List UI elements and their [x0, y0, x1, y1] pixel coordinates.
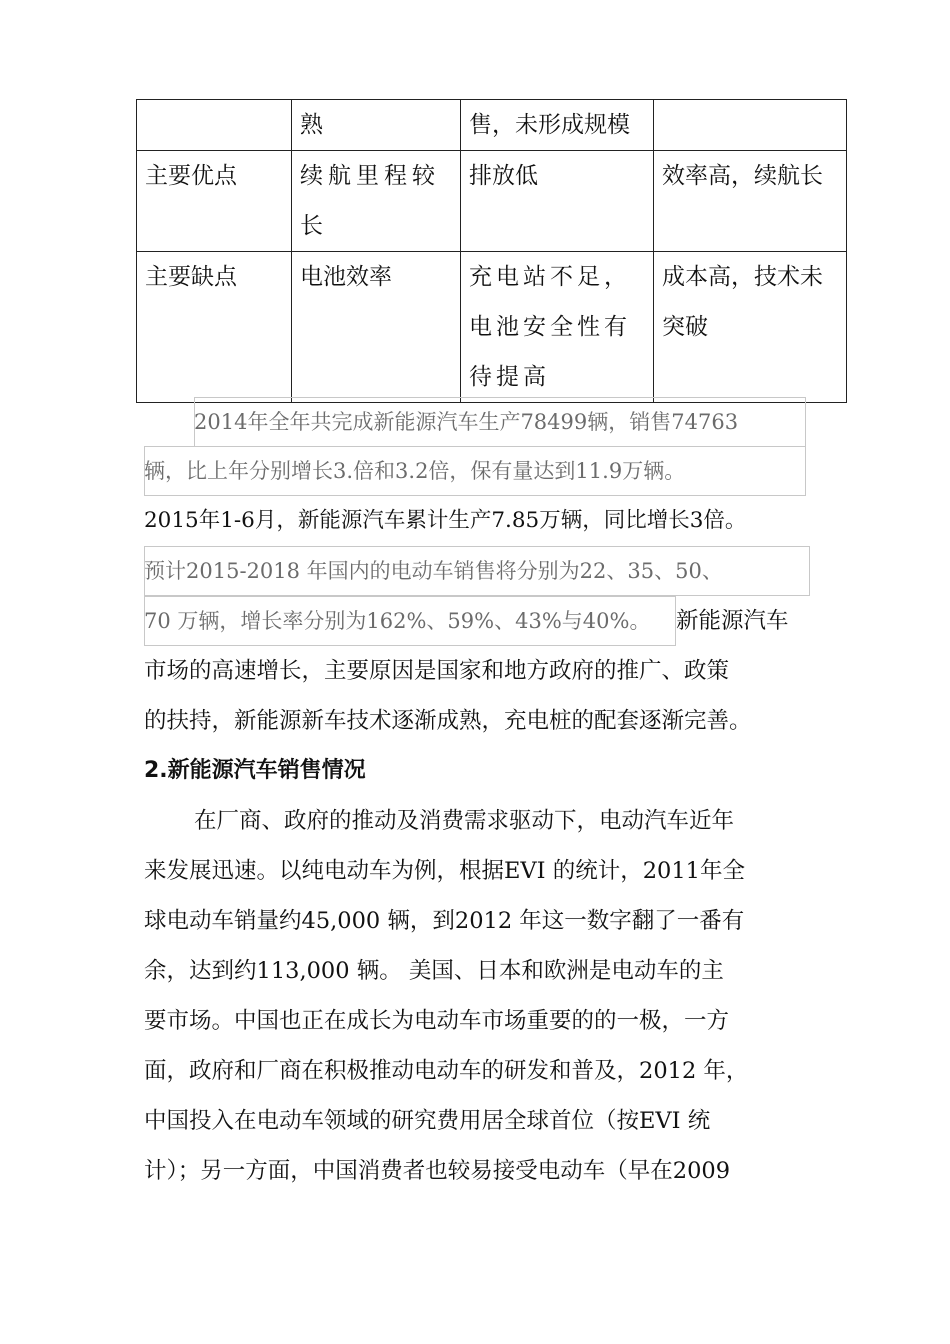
paragraph-line: 要市场。中国也正在成长为电动车市场重要的的一极，一方	[144, 1008, 730, 1034]
table-cell: 售，未形成规模	[461, 100, 654, 151]
paragraph-line: 的扶持，新能源新车技术逐渐成熟，充电桩的配套逐渐完善。	[144, 708, 752, 734]
paragraph-text: 新能源汽车	[676, 608, 789, 634]
table-cell	[654, 100, 847, 151]
paragraph-line: 市场的高速增长，主要原因是国家和地方政府的推广、政策	[144, 658, 730, 684]
table-row	[137, 151, 847, 252]
table-cell: 续航里程较长	[292, 151, 461, 252]
table-cell: 效率高，续航长	[654, 151, 847, 252]
paragraph-line	[144, 596, 810, 646]
paragraph-line: 面，政府和厂商在积极推动电动车的研发和普及，2012 年，	[144, 1058, 749, 1084]
table-cell: 主要优点	[137, 151, 292, 252]
section-heading: 2.新能源汽车销售情况	[144, 758, 366, 783]
paragraph-line: 2015年1-6月，新能源汽车累计生产7.85万辆，同比增长3倍。	[144, 508, 747, 533]
paragraph-line: 预计2015-2018 年国内的电动车销售将分别为22、35、50、	[144, 546, 810, 596]
table-row	[137, 252, 847, 403]
paragraph-line: 球电动车销量约45,000 辆，到2012 年这一数字翻了一番有	[144, 908, 745, 934]
paragraph-line: 在厂商、政府的推动及消费需求驱动下，电动汽车近年	[194, 808, 735, 834]
table-cell: 排放低	[461, 151, 654, 252]
table-cell: 充电站不足，电池安全性有待提高	[461, 252, 654, 403]
table-cell	[137, 100, 292, 151]
paragraph-line: 辆，比上年分别增长3.倍和3.2倍，保有量达到11.9万辆。	[144, 446, 806, 496]
table-cell: 熟	[292, 100, 461, 151]
table-cell: 成本高，技术未突破	[654, 252, 847, 403]
table-cell: 主要缺点	[137, 252, 292, 403]
paragraph-line: 计）；另一方面，中国消费者也较易接受电动车（早在2009	[144, 1158, 731, 1184]
table-cell: 电池效率	[292, 252, 461, 403]
paragraph-line: 2014年全年共完成新能源汽车生产78499辆，销售74763	[194, 397, 806, 447]
paragraph-line: 来发展迅速。以纯电动车为例，根据EVI 的统计，2011年全	[144, 858, 745, 884]
comparison-table	[136, 99, 847, 403]
paragraph-line: 中国投入在电动车领域的研究费用居全球首位（按EVI 统	[144, 1108, 711, 1134]
paragraph-line: 余，达到约113,000 辆。 美国、日本和欧洲是电动车的主	[144, 958, 724, 984]
table-row	[137, 100, 847, 151]
highlighted-text: 70 万辆，增长率分别为162%、59%、43%与40%。	[144, 596, 676, 646]
